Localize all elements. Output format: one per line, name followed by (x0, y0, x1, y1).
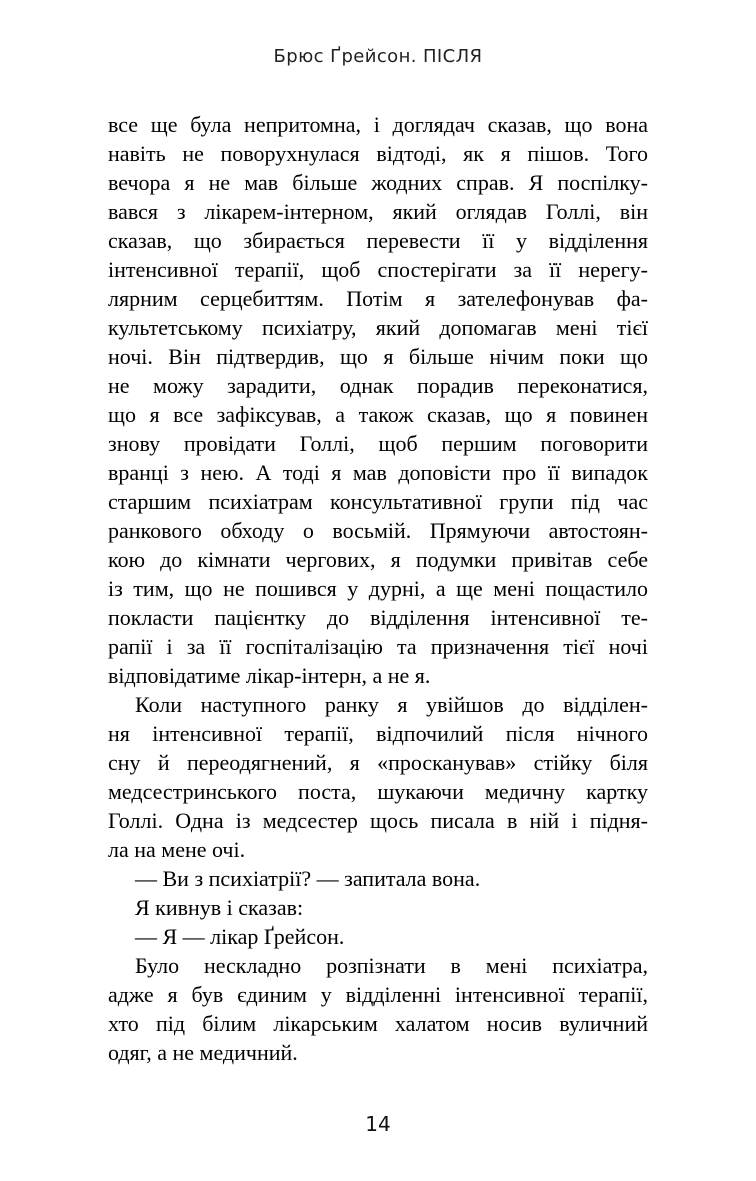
text-line: що я все зафіксував, а також сказав, що я повинен (108, 402, 648, 427)
page-number: 14 (365, 1112, 391, 1136)
text-line: покласти пацієнтку до відділення інтенсивної те- (108, 605, 648, 630)
text-line: ночі. Він підтвердив, що я більше нічим поки що (108, 344, 648, 369)
page-body (108, 110, 648, 1067)
text-line: одяг, а не медичний. (108, 1040, 298, 1065)
text-line: ня інтенсивної терапії, відпочилий після нічного (108, 721, 648, 746)
text-line: — Ви з психіатрії? — запитала вона. (135, 866, 481, 891)
text-line: вався з лікарем-інтерном, який оглядав Голлі, він (108, 199, 648, 224)
text-line: ранкового обходу о восьмій. Прямуючи автостоян- (108, 518, 648, 543)
text-line: старшим психіатрам консультативної групи під час (108, 489, 648, 514)
text-line: хто під білим лікарським халатом носив вуличний (108, 1011, 648, 1036)
text-line: медсестринського поста, шукаючи медичну картку (108, 779, 648, 804)
running-header: Брюс Ґрейсон. ПІСЛЯ (273, 46, 483, 67)
text-line: все ще була непритомна, і доглядач сказав, що вона (108, 112, 648, 137)
text-line: рапії і за її госпіталізацію та призначення тієї ночі (108, 634, 648, 659)
text-line: відповідатиме лікар-інтерн, а не я. (108, 663, 431, 688)
text-line: — Я — лікар Ґрейсон. (135, 924, 345, 949)
text-line: кою до кімнати чергових, я подумки привітав себе (108, 547, 648, 572)
text-line: Я кивнув і сказав: (135, 895, 304, 920)
text-line: вранці з нею. А тоді я мав доповісти про її випадок (108, 460, 648, 485)
text-line: адже я був єдиним у відділенні інтенсивної терапії, (108, 982, 648, 1007)
text-line: із тим, що не пошився у дурні, а ще мені пощастило (108, 576, 648, 601)
text-line: лярним серцебиттям. Потім я зателефонував фа- (108, 286, 648, 311)
text-line: Коли наступного ранку я увійшов до відділен- (135, 692, 648, 717)
text-line: сну й переодягнений, я «просканував» стійку біля (108, 750, 648, 775)
text-line: вечора я не мав більше жодних справ. Я поспілку- (108, 170, 648, 195)
text-line: ла на мене очі. (108, 837, 246, 862)
text-line: Голлі. Одна із медсестер щось писала в ній і підня- (108, 808, 648, 833)
text-line: навіть не поворухнулася відтоді, як я пішов. Того (108, 141, 648, 166)
text-line: знову провідати Голлі, щоб першим поговорити (108, 431, 648, 456)
text-line: культетському психіатру, який допомагав мені тієї (108, 315, 648, 340)
text-line: сказав, що збирається перевести її у відділення (108, 228, 648, 253)
text-line: Було нескладно розпізнати в мені психіатра, (135, 953, 648, 978)
text-line: не можу зарадити, однак порадив переконатися, (108, 373, 648, 398)
text-line: інтенсивної терапії, щоб спостерігати за її нерегу- (108, 257, 648, 282)
